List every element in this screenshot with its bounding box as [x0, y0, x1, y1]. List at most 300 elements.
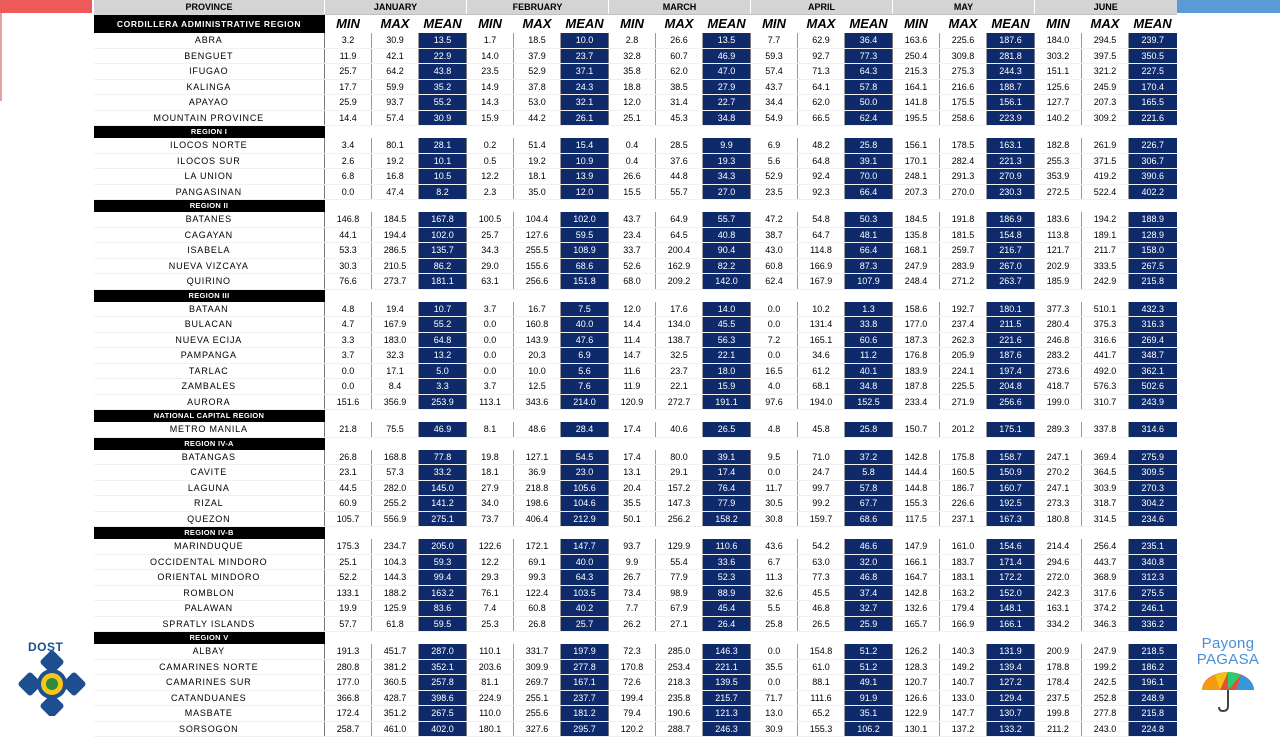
- mean-cell: 13.5: [419, 33, 467, 48]
- province-name: BATAAN: [94, 302, 325, 317]
- max-cell: 270.0: [940, 184, 987, 200]
- min-cell: 11.7: [751, 480, 798, 496]
- min-cell: 0.0: [751, 302, 798, 317]
- max-cell: 225.6: [940, 33, 987, 48]
- max-cell: 66.5: [798, 110, 845, 126]
- region-spacer: [325, 527, 1177, 540]
- mean-cell: 139.5: [703, 675, 751, 691]
- region-label: REGION V: [94, 632, 325, 645]
- min-cell: 110.0: [467, 706, 514, 722]
- mean-cell: 46.9: [703, 48, 751, 64]
- max-cell: 57.3: [372, 465, 419, 481]
- mean-cell: 104.6: [561, 496, 609, 512]
- max-cell: 224.1: [940, 363, 987, 379]
- min-cell: 18.8: [609, 79, 656, 95]
- sub-header-min: MIN: [609, 15, 656, 34]
- max-cell: 160.5: [940, 465, 987, 481]
- sub-header-max: MAX: [940, 15, 987, 34]
- min-cell: 283.2: [1035, 348, 1082, 364]
- province-name: TARLAC: [94, 363, 325, 379]
- mean-cell: 57.8: [845, 480, 893, 496]
- max-cell: 275.3: [940, 64, 987, 80]
- max-cell: 27.1: [656, 616, 703, 632]
- max-cell: 69.1: [514, 554, 561, 570]
- mean-cell: 105.6: [561, 480, 609, 496]
- mean-cell: 188.9: [1129, 212, 1177, 227]
- min-cell: 353.9: [1035, 169, 1082, 185]
- min-cell: 248.1: [893, 169, 940, 185]
- province-name: MARINDUQUE: [94, 539, 325, 554]
- table-row: [94, 616, 1177, 632]
- min-cell: 6.8: [325, 169, 372, 185]
- mean-cell: 131.9: [987, 644, 1035, 659]
- mean-cell: 48.1: [845, 227, 893, 243]
- max-cell: 47.4: [372, 184, 419, 200]
- min-cell: 59.3: [751, 48, 798, 64]
- province-name: ILOCOS SUR: [94, 153, 325, 169]
- min-cell: 184.0: [1035, 33, 1082, 48]
- min-cell: 272.0: [1035, 570, 1082, 586]
- mean-cell: 13.9: [561, 169, 609, 185]
- mean-cell: 64.3: [561, 570, 609, 586]
- max-cell: 63.0: [798, 554, 845, 570]
- max-cell: 10.2: [798, 302, 845, 317]
- min-cell: 97.6: [751, 394, 798, 410]
- mean-cell: 25.9: [845, 616, 893, 632]
- min-cell: 0.0: [751, 465, 798, 481]
- max-cell: 277.8: [1082, 706, 1129, 722]
- mean-cell: 59.5: [561, 227, 609, 243]
- mean-cell: 82.2: [703, 258, 751, 274]
- min-cell: 3.7: [467, 302, 514, 317]
- table-row: [94, 138, 1177, 153]
- mean-cell: 45.4: [703, 601, 751, 617]
- mean-cell: 154.6: [987, 539, 1035, 554]
- min-cell: 3.4: [325, 138, 372, 153]
- min-cell: 17.4: [609, 450, 656, 465]
- mean-cell: 304.2: [1129, 496, 1177, 512]
- min-cell: 44.1: [325, 227, 372, 243]
- mean-cell: 270.9: [987, 169, 1035, 185]
- min-cell: 183.9: [893, 363, 940, 379]
- max-cell: 255.6: [514, 706, 561, 722]
- max-cell: 255.1: [514, 690, 561, 706]
- sub-header-max: MAX: [372, 15, 419, 34]
- max-cell: 256.2: [656, 511, 703, 527]
- max-cell: 282.0: [372, 480, 419, 496]
- max-cell: 80.0: [656, 450, 703, 465]
- max-cell: 75.5: [372, 422, 419, 437]
- month-header: APRIL: [751, 0, 893, 15]
- max-cell: 80.1: [372, 138, 419, 153]
- max-cell: 461.0: [372, 721, 419, 737]
- mean-cell: 243.9: [1129, 394, 1177, 410]
- mean-cell: 14.0: [703, 302, 751, 317]
- max-cell: 166.9: [940, 616, 987, 632]
- mean-cell: 214.0: [561, 394, 609, 410]
- table-row: [94, 33, 1177, 48]
- min-cell: 60.8: [751, 258, 798, 274]
- min-cell: 0.0: [467, 348, 514, 364]
- min-cell: 164.1: [893, 79, 940, 95]
- mean-cell: 267.5: [1129, 258, 1177, 274]
- max-cell: 149.2: [940, 659, 987, 675]
- max-cell: 17.6: [656, 302, 703, 317]
- max-cell: 88.1: [798, 675, 845, 691]
- max-cell: 60.7: [656, 48, 703, 64]
- max-cell: 36.9: [514, 465, 561, 481]
- min-cell: 280.8: [325, 659, 372, 675]
- mean-cell: 275.9: [1129, 450, 1177, 465]
- min-cell: 25.1: [609, 110, 656, 126]
- min-cell: 19.9: [325, 601, 372, 617]
- mean-cell: 352.1: [419, 659, 467, 675]
- mean-cell: 26.4: [703, 616, 751, 632]
- province-name: AURORA: [94, 394, 325, 410]
- mean-cell: 267.0: [987, 258, 1035, 274]
- max-cell: 194.4: [372, 227, 419, 243]
- left-accent-line: [0, 13, 2, 101]
- table-row: [94, 585, 1177, 601]
- min-cell: 187.8: [893, 379, 940, 395]
- mean-cell: 281.8: [987, 48, 1035, 64]
- mean-cell: 148.1: [987, 601, 1035, 617]
- min-cell: 11.9: [609, 379, 656, 395]
- max-cell: 252.8: [1082, 690, 1129, 706]
- province-name: MOUNTAIN PROVINCE: [94, 110, 325, 126]
- min-cell: 120.9: [609, 394, 656, 410]
- mean-cell: 30.9: [419, 110, 467, 126]
- mean-cell: 83.6: [419, 601, 467, 617]
- mean-cell: 10.5: [419, 169, 467, 185]
- mean-cell: 13.5: [703, 33, 751, 48]
- max-cell: 34.6: [798, 348, 845, 364]
- min-cell: 113.1: [467, 394, 514, 410]
- province-name: BATANGAS: [94, 450, 325, 465]
- min-cell: 32.6: [751, 585, 798, 601]
- max-cell: 285.0: [656, 644, 703, 659]
- mean-cell: 62.4: [845, 110, 893, 126]
- mean-cell: 398.6: [419, 690, 467, 706]
- max-cell: 53.0: [514, 95, 561, 111]
- max-cell: 29.1: [656, 465, 703, 481]
- min-cell: 43.0: [751, 243, 798, 259]
- region-row: [94, 200, 1177, 213]
- mean-cell: 309.5: [1129, 465, 1177, 481]
- min-cell: 122.9: [893, 706, 940, 722]
- mean-cell: 52.3: [703, 570, 751, 586]
- mean-cell: 77.9: [703, 496, 751, 512]
- mean-cell: 32.7: [845, 601, 893, 617]
- mean-cell: 152.5: [845, 394, 893, 410]
- min-cell: 4.8: [751, 422, 798, 437]
- max-cell: 183.1: [940, 570, 987, 586]
- min-cell: 191.3: [325, 644, 372, 659]
- min-cell: 248.4: [893, 274, 940, 290]
- province-name: QUEZON: [94, 511, 325, 527]
- max-cell: 183.0: [372, 332, 419, 348]
- mean-cell: 234.6: [1129, 511, 1177, 527]
- mean-cell: 5.6: [561, 363, 609, 379]
- mean-cell: 8.2: [419, 184, 467, 200]
- max-cell: 92.4: [798, 169, 845, 185]
- max-cell: 37.8: [514, 79, 561, 95]
- max-cell: 62.0: [656, 64, 703, 80]
- max-cell: 346.3: [1082, 616, 1129, 632]
- mean-cell: 46.9: [419, 422, 467, 437]
- table-row: [94, 659, 1177, 675]
- max-cell: 44.8: [656, 169, 703, 185]
- mean-cell: 390.6: [1129, 169, 1177, 185]
- max-cell: 127.6: [514, 227, 561, 243]
- min-cell: 25.7: [467, 227, 514, 243]
- max-cell: 337.8: [1082, 422, 1129, 437]
- min-cell: 303.2: [1035, 48, 1082, 64]
- mean-cell: 108.9: [561, 243, 609, 259]
- mean-cell: 314.6: [1129, 422, 1177, 437]
- max-cell: 51.4: [514, 138, 561, 153]
- mean-cell: 107.9: [845, 274, 893, 290]
- min-cell: 273.3: [1035, 496, 1082, 512]
- max-cell: 261.9: [1082, 138, 1129, 153]
- max-cell: 12.5: [514, 379, 561, 395]
- payong-logo-line1: Payong: [1201, 635, 1255, 652]
- table-row: [94, 184, 1177, 200]
- min-cell: 177.0: [325, 675, 372, 691]
- max-cell: 191.8: [940, 212, 987, 227]
- month-header-row: [94, 0, 1177, 15]
- min-cell: 224.9: [467, 690, 514, 706]
- max-cell: 64.9: [656, 212, 703, 227]
- max-cell: 140.7: [940, 675, 987, 691]
- min-cell: 3.7: [467, 379, 514, 395]
- mean-cell: 186.2: [1129, 659, 1177, 675]
- mean-cell: 55.2: [419, 317, 467, 333]
- mean-cell: 60.6: [845, 332, 893, 348]
- max-cell: 351.2: [372, 706, 419, 722]
- mean-cell: 39.1: [845, 153, 893, 169]
- max-cell: 114.8: [798, 243, 845, 259]
- min-cell: 247.9: [893, 258, 940, 274]
- min-cell: 71.7: [751, 690, 798, 706]
- mean-cell: 187.6: [987, 348, 1035, 364]
- mean-cell: 64.3: [845, 64, 893, 80]
- max-cell: 192.7: [940, 302, 987, 317]
- mean-cell: 102.0: [419, 227, 467, 243]
- max-cell: 161.0: [940, 539, 987, 554]
- max-cell: 207.3: [1082, 95, 1129, 111]
- min-cell: 0.5: [467, 153, 514, 169]
- mean-cell: 402.2: [1129, 184, 1177, 200]
- max-cell: 99.3: [514, 570, 561, 586]
- max-cell: 129.9: [656, 539, 703, 554]
- min-cell: 177.0: [893, 317, 940, 333]
- mean-cell: 197.9: [561, 644, 609, 659]
- min-cell: 34.0: [467, 496, 514, 512]
- max-cell: 44.2: [514, 110, 561, 126]
- mean-cell: 27.9: [703, 79, 751, 95]
- max-cell: 199.2: [1082, 659, 1129, 675]
- min-cell: 0.4: [609, 153, 656, 169]
- mean-cell: 36.4: [845, 33, 893, 48]
- min-cell: 6.7: [751, 554, 798, 570]
- sub-header-min: MIN: [893, 15, 940, 34]
- max-cell: 443.7: [1082, 554, 1129, 570]
- min-cell: 26.2: [609, 616, 656, 632]
- mean-cell: 35.2: [419, 79, 467, 95]
- min-cell: 100.5: [467, 212, 514, 227]
- mean-cell: 135.7: [419, 243, 467, 259]
- max-cell: 286.5: [372, 243, 419, 259]
- mean-cell: 15.4: [561, 138, 609, 153]
- mean-cell: 267.5: [419, 706, 467, 722]
- max-cell: 42.1: [372, 48, 419, 64]
- min-cell: 135.8: [893, 227, 940, 243]
- mean-cell: 432.3: [1129, 302, 1177, 317]
- max-cell: 133.0: [940, 690, 987, 706]
- region-row: [94, 527, 1177, 540]
- max-cell: 576.3: [1082, 379, 1129, 395]
- mean-cell: 25.8: [845, 138, 893, 153]
- mean-cell: 68.6: [845, 511, 893, 527]
- table-row: [94, 511, 1177, 527]
- min-cell: 7.4: [467, 601, 514, 617]
- region-label: REGION IV-B: [94, 527, 325, 540]
- mean-cell: 77.8: [419, 450, 467, 465]
- mean-cell: 129.4: [987, 690, 1035, 706]
- mean-cell: 24.3: [561, 79, 609, 95]
- month-header: MARCH: [609, 0, 751, 15]
- mean-cell: 40.1: [845, 363, 893, 379]
- mean-cell: 204.8: [987, 379, 1035, 395]
- max-cell: 492.0: [1082, 363, 1129, 379]
- min-cell: 9.5: [751, 450, 798, 465]
- max-cell: 155.6: [514, 258, 561, 274]
- max-cell: 343.6: [514, 394, 561, 410]
- min-cell: 18.1: [467, 465, 514, 481]
- max-cell: 98.9: [656, 585, 703, 601]
- max-cell: 210.5: [372, 258, 419, 274]
- min-cell: 158.6: [893, 302, 940, 317]
- max-cell: 62.9: [798, 33, 845, 48]
- mean-cell: 175.1: [987, 422, 1035, 437]
- mean-cell: 127.2: [987, 675, 1035, 691]
- province-name: METRO MANILA: [94, 422, 325, 437]
- min-cell: 17.4: [609, 422, 656, 437]
- sub-header-max: MAX: [798, 15, 845, 34]
- max-cell: 200.4: [656, 243, 703, 259]
- max-cell: 406.4: [514, 511, 561, 527]
- mean-cell: 336.2: [1129, 616, 1177, 632]
- min-cell: 200.9: [1035, 644, 1082, 659]
- mean-cell: 295.7: [561, 721, 609, 737]
- max-cell: 273.7: [372, 274, 419, 290]
- max-cell: 205.9: [940, 348, 987, 364]
- max-cell: 125.9: [372, 601, 419, 617]
- max-cell: 321.2: [1082, 64, 1129, 80]
- min-cell: 25.9: [325, 95, 372, 111]
- mean-cell: 263.7: [987, 274, 1035, 290]
- mean-cell: 34.8: [703, 110, 751, 126]
- mean-cell: 121.3: [703, 706, 751, 722]
- max-cell: 333.5: [1082, 258, 1129, 274]
- mean-cell: 46.6: [845, 539, 893, 554]
- top-accent-bar-left: [0, 0, 92, 13]
- min-cell: 3.3: [325, 332, 372, 348]
- min-cell: 25.7: [325, 64, 372, 80]
- mean-cell: 192.5: [987, 496, 1035, 512]
- table-row: [94, 496, 1177, 512]
- province-name: RIZAL: [94, 496, 325, 512]
- min-cell: 126.2: [893, 644, 940, 659]
- mean-cell: 205.0: [419, 539, 467, 554]
- max-cell: 226.6: [940, 496, 987, 512]
- mean-cell: 15.9: [703, 379, 751, 395]
- mean-cell: 350.5: [1129, 48, 1177, 64]
- max-cell: 165.1: [798, 332, 845, 348]
- min-cell: 17.7: [325, 79, 372, 95]
- min-cell: 280.4: [1035, 317, 1082, 333]
- min-cell: 120.2: [609, 721, 656, 737]
- min-cell: 122.6: [467, 539, 514, 554]
- min-cell: 38.7: [751, 227, 798, 243]
- table-row: [94, 317, 1177, 333]
- max-cell: 38.5: [656, 79, 703, 95]
- min-cell: 2.8: [609, 33, 656, 48]
- province-name: OCCIDENTAL MINDORO: [94, 554, 325, 570]
- min-cell: 155.3: [893, 496, 940, 512]
- region-row: [94, 289, 1177, 302]
- min-cell: 30.9: [751, 721, 798, 737]
- max-cell: 237.1: [940, 511, 987, 527]
- min-cell: 52.9: [751, 169, 798, 185]
- max-cell: 216.6: [940, 79, 987, 95]
- min-cell: 203.6: [467, 659, 514, 675]
- top-accent-bar-right: [1175, 0, 1280, 13]
- max-cell: 369.4: [1082, 450, 1129, 465]
- max-cell: 451.7: [372, 644, 419, 659]
- min-cell: 27.9: [467, 480, 514, 496]
- sub-header-max: MAX: [1082, 15, 1129, 34]
- min-cell: 294.6: [1035, 554, 1082, 570]
- mean-cell: 22.7: [703, 95, 751, 111]
- max-cell: 375.3: [1082, 317, 1129, 333]
- mean-cell: 57.8: [845, 79, 893, 95]
- province-name: ILOCOS NORTE: [94, 138, 325, 153]
- mean-cell: 99.4: [419, 570, 467, 586]
- mean-cell: 59.5: [419, 616, 467, 632]
- mean-cell: 227.5: [1129, 64, 1177, 80]
- min-cell: 183.6: [1035, 212, 1082, 227]
- max-cell: 162.9: [656, 258, 703, 274]
- table-row: [94, 363, 1177, 379]
- min-cell: 14.4: [325, 110, 372, 126]
- min-cell: 121.7: [1035, 243, 1082, 259]
- max-cell: 8.4: [372, 379, 419, 395]
- mean-cell: 28.1: [419, 138, 467, 153]
- max-cell: 104.3: [372, 554, 419, 570]
- min-cell: 93.7: [609, 539, 656, 554]
- month-header: FEBRUARY: [467, 0, 609, 15]
- max-cell: 218.3: [656, 675, 703, 691]
- min-cell: 180.1: [467, 721, 514, 737]
- sub-header-row: [94, 15, 1177, 34]
- mean-cell: 7.5: [561, 302, 609, 317]
- min-cell: 166.1: [893, 554, 940, 570]
- max-cell: 256.6: [514, 274, 561, 290]
- mean-cell: 35.1: [845, 706, 893, 722]
- max-cell: 175.8: [940, 450, 987, 465]
